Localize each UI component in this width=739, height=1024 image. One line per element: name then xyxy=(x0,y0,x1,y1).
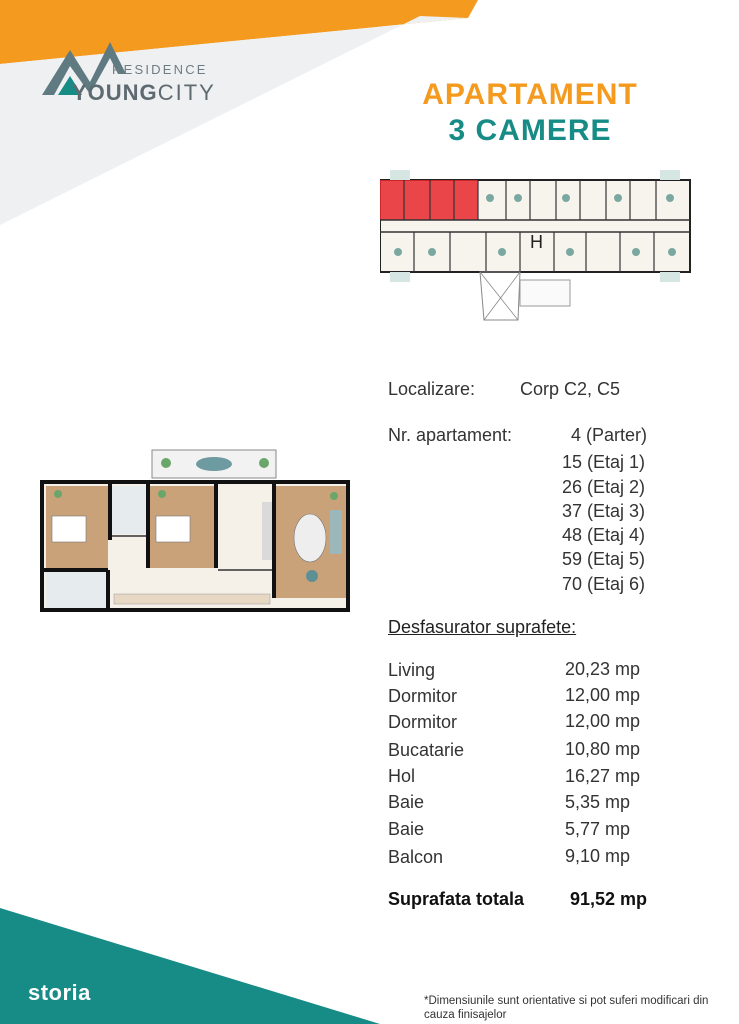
room-area: 9,10 mp xyxy=(565,846,631,866)
apartment-number: 4 (Parter) xyxy=(571,425,648,445)
room-name: Living xyxy=(388,660,436,680)
room-area: 5,77 mp xyxy=(565,819,631,839)
building-plan-thumbnail xyxy=(380,170,692,322)
apartment-number: 59 (Etaj 5) xyxy=(562,549,646,569)
room-name: Dormitor xyxy=(388,686,458,706)
room-name: Balcon xyxy=(388,847,444,867)
room-area: 12,00 mp xyxy=(565,685,641,705)
apartment-number: 15 (Etaj 1) xyxy=(562,452,646,472)
room-name: Baie xyxy=(388,792,425,812)
logo-young-city-text: YOUNGCITY xyxy=(72,80,216,105)
apartment-number: 26 (Etaj 2) xyxy=(562,477,646,497)
page-title-line1: APARTAMENT xyxy=(422,78,638,111)
logo-residence-text: RESIDENCE xyxy=(112,62,208,77)
room-name: Hol xyxy=(388,766,416,786)
disclaimer-note: *Dimensiunile sunt orientative si pot suferi modificari din cauza finisajelor xyxy=(424,995,709,1021)
room-name: Dormitor xyxy=(388,712,458,732)
room-area: 10,80 mp xyxy=(565,739,641,759)
page-title-line2: 3 CAMERE xyxy=(448,114,612,147)
areas-header: Desfasurator suprafete: xyxy=(388,617,577,637)
room-area: 5,35 mp xyxy=(565,792,631,812)
storia-logo: storia xyxy=(28,980,91,1005)
room-area: 12,00 mp xyxy=(565,711,641,731)
total-area-value: 91,52 mp xyxy=(570,889,648,909)
nr-apartament-label: Nr. apartament: xyxy=(388,425,513,445)
room-area: 20,23 mp xyxy=(565,659,641,679)
room-name: Baie xyxy=(388,819,425,839)
apartment-floor-plan xyxy=(38,448,350,614)
svg-text:H: H xyxy=(530,232,543,252)
localizare-label: Localizare: xyxy=(388,379,476,399)
young-city-logo xyxy=(38,38,238,108)
localizare-value: Corp C2, C5 xyxy=(520,379,621,399)
room-name: Bucatarie xyxy=(388,740,465,760)
apartment-number: 37 (Etaj 3) xyxy=(562,501,646,521)
room-area: 16,27 mp xyxy=(565,766,641,786)
total-area-label: Suprafata totala xyxy=(388,889,525,909)
apartment-number: 48 (Etaj 4) xyxy=(562,525,646,545)
apartment-number: 70 (Etaj 6) xyxy=(562,574,646,594)
